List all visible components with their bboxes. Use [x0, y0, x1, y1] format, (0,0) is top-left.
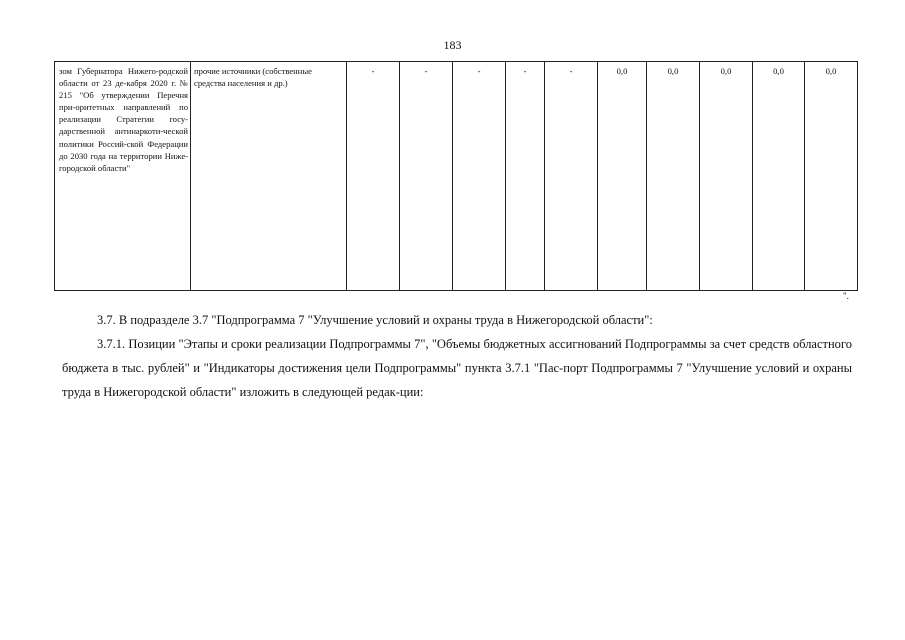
value-cell: -: [453, 62, 506, 291]
value-cell: 0,0: [805, 62, 858, 291]
paragraph-3-7-1: 3.7.1. Позиции "Этапы и сроки реализации Подпрограммы 7", "Объемы бюджетных ассигнований Подпрограммы за счет средств областного бюджета в тыс. рублей" и "Индикаторы достижения цели Подпрограммы" пункта 3.7.1 "Пас-порт Подпрограммы 7 "Улучшение условий и охраны труда в Нижегородской области" изложить в следующей редак-ции:: [62, 337, 852, 399]
page-number: 183: [443, 38, 462, 52]
table-row: [55, 62, 858, 291]
continuation-table: [54, 61, 858, 291]
closing-quote: ".: [843, 291, 849, 301]
value-cell: -: [400, 62, 453, 291]
value-cell: -: [506, 62, 545, 291]
funding-source-cell: прочие источники (собственные средства населения и др.): [191, 62, 347, 291]
value-cell: -: [347, 62, 400, 291]
value-cell: 0,0: [753, 62, 805, 291]
value-cell: 0,0: [647, 62, 700, 291]
value-cell: -: [545, 62, 598, 291]
paragraph-3-7: 3.7. В подразделе 3.7 "Подпрограмма 7 "Улучшение условий и охраны труда в Нижегородской области":: [97, 313, 653, 327]
measure-description-cell: зом Губернатора Нижего-родской области от 23 де-кабря 2020 г. № 215 "Об утверждении Перечня при-оритетных направлений по реализации Стратегии госу-дарственной антинаркоти-ческой политики Россий-ской Федерации до 2030 года на территории Ниже-городской области": [55, 62, 191, 291]
value-cell: 0,0: [598, 62, 647, 291]
value-cell: 0,0: [700, 62, 753, 291]
